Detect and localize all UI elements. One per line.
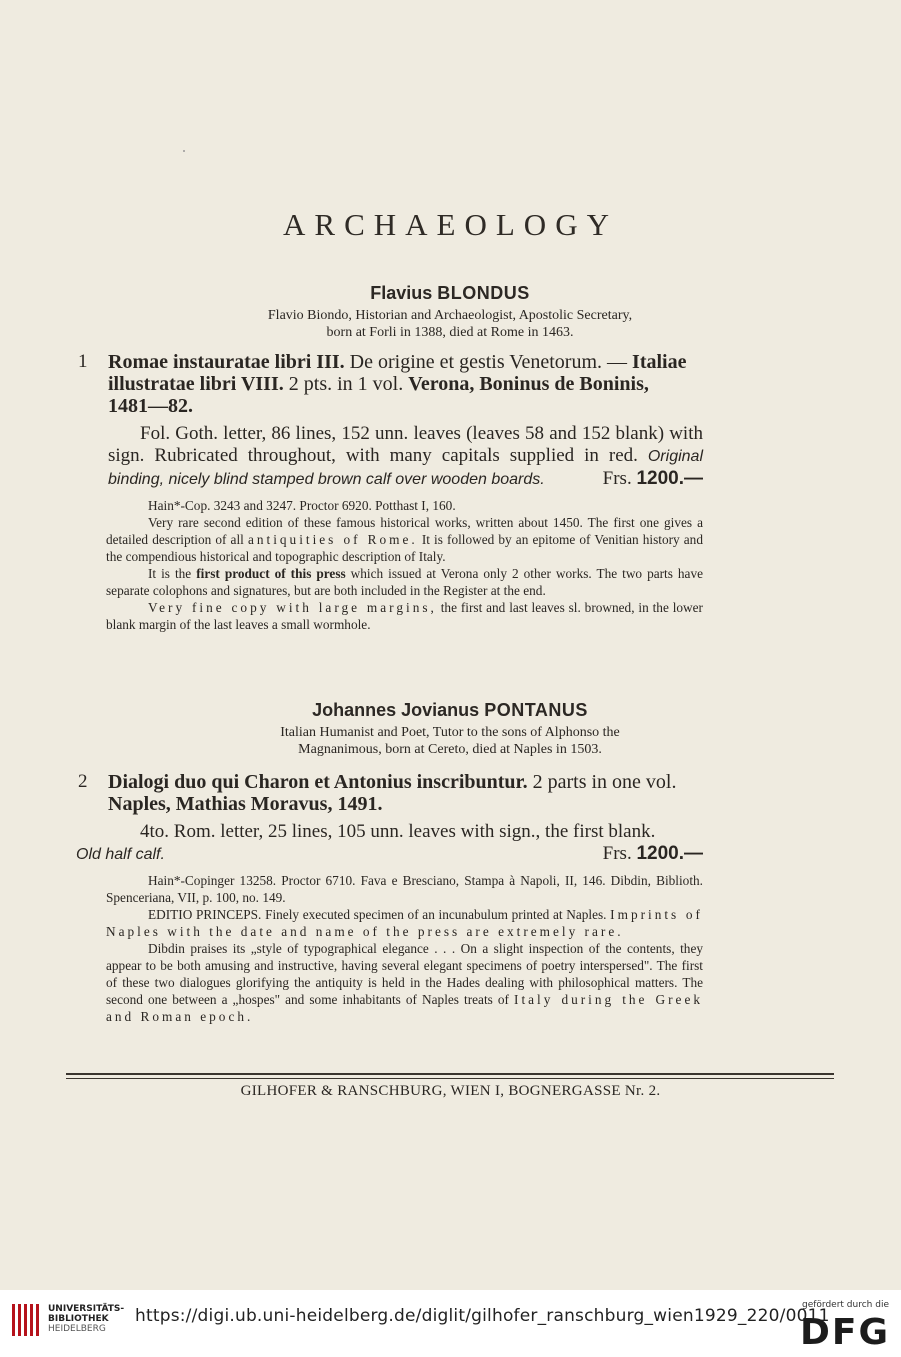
footer-rule xyxy=(66,1078,834,1079)
note-text: the first and last leaves sl. browned, in the lower blank margin of the last leaves a small wormhole. xyxy=(106,600,703,632)
author-bio-line: born at Forli in 1388, died at Rome in 1463. xyxy=(326,325,574,340)
author-last-name: PONTANUS xyxy=(484,700,588,720)
author-first-name: Johannes Jovianus xyxy=(312,700,480,720)
price-value: 1200.— xyxy=(636,468,703,489)
note-text: It is followed by an epitome of Venitian history and the compendious historical and topographic description of Italy. xyxy=(106,532,703,564)
university-library-logo[interactable] xyxy=(10,1300,42,1340)
funding-note: gefördert durch die xyxy=(802,1300,889,1310)
price xyxy=(571,468,703,490)
section-heading: ARCHAEOLOGY xyxy=(283,207,618,242)
note-paragraph xyxy=(106,565,703,599)
author-last-name: BLONDUS xyxy=(437,283,530,303)
publisher-footer: GILHOFER & RANSCHBURG, WIEN I, BOGNERGASSE Nr. 2. xyxy=(240,1083,661,1099)
title-part: 2 parts in one vol. xyxy=(527,771,677,793)
permalink-url[interactable]: https://digi.ub.uni-heidelberg.de/diglit/gilhofer_ranschburg_wien1929_220/0011 xyxy=(135,1306,830,1326)
entry-number: 1 xyxy=(78,351,88,372)
author-first-name: Flavius xyxy=(370,283,433,303)
author-bio xyxy=(100,724,800,758)
catalogue-entry-1 xyxy=(78,351,703,633)
author-name xyxy=(100,283,800,304)
price-value: 1200.— xyxy=(636,843,703,864)
collation: Fol. Goth. letter, 86 lines, 152 unn. leaves (leaves 58 and 152 blank) with sign. Rubricated throughout, with many capitals supplied in red. xyxy=(108,423,703,466)
entry-notes xyxy=(106,497,703,633)
note-spaced: Very fine copy with large margins, xyxy=(148,600,437,615)
binding: Original binding, nicely blind stamped brown calf over wooden boards. xyxy=(108,448,703,488)
title-part: De origine et gestis Venetorum. — xyxy=(344,351,633,373)
note-text: It is the xyxy=(148,566,197,581)
author-bio-line: Italian Humanist and Poet, Tutor to the sons of Alphonso the xyxy=(280,725,620,740)
title-part: Romae instauratae libri III. xyxy=(108,351,345,373)
entry-description xyxy=(76,821,703,866)
title-part: Dialogi duo qui Charon et Antonius inscribuntur. xyxy=(108,771,528,793)
note-bold: first product of this press xyxy=(196,566,346,581)
library-name-line: BIBLIOTHEK xyxy=(48,1314,109,1324)
entry-description xyxy=(108,423,703,491)
author-block-pontanus xyxy=(100,700,800,758)
footer-rule xyxy=(66,1073,834,1075)
binding: Old half calf. xyxy=(76,846,165,863)
library-name[interactable] xyxy=(48,1304,124,1334)
collation: 4to. Rom. letter, 25 lines, 105 unn. leaves with sign., the first blank. xyxy=(140,821,656,842)
author-bio xyxy=(100,307,800,341)
note-text: Very rare second edition of these famous historical works, written about 1450. The first one gives a detailed description of all xyxy=(106,515,703,547)
viewer-bar xyxy=(0,1290,901,1357)
dfg-logo[interactable]: DFG xyxy=(800,1312,891,1353)
note-spaced: antiquities of Rome. xyxy=(247,532,418,547)
library-name-line: HEIDELBERG xyxy=(48,1324,106,1334)
imprint-date: 1481—82. xyxy=(108,395,193,417)
price-label: Frs. xyxy=(602,843,637,864)
note-text: which issued at Verona only 2 other works. The two parts have separate colophons and signatures, but are both included in the Register at the end. xyxy=(106,566,703,598)
bibliography-ref: Hain*-Cop. 3243 and 3247. Proctor 6920. Potthast I, 160. xyxy=(148,498,456,513)
note-spaced: Imprints of Naples with the date and name of the press are extremely rare. xyxy=(106,907,703,939)
entry-notes xyxy=(106,872,703,1025)
note-paragraph xyxy=(106,599,703,633)
note-paragraph xyxy=(106,906,703,940)
author-bio-line: Flavio Biondo, Historian and Archaeologist, Apostolic Secretary, xyxy=(267,308,633,323)
title-part: Italiae illustratae libri VIII. xyxy=(108,351,687,395)
price xyxy=(571,843,703,865)
bibliography-ref: Hain*-Copinger 13258. Proctor 6710. Fava e Bresciano, Stampa à Napoli, II, 146. Dibdin, Biblioth. Spenceriana, VII, p. 100, no. 149. xyxy=(106,873,703,905)
note-text: EDITIO PRINCEPS. Finely executed specimen of an incunabulum printed at Naples. xyxy=(148,907,611,922)
title-part: 2 pts. in 1 vol. xyxy=(283,373,409,395)
library-name-line: UNIVERSITÄTS- xyxy=(48,1304,125,1314)
note-text: Dibdin praises its „style of typographical elegance . . . On a slight inspection of the contents, they appear to be both amusing and instructive, having several elegant specimens of poetry interspersed". The first of these two dialogues glorifying the antiquity is held in the Hades dealing with philosophical matters. The second one between a „hospes" and some inhabitants of Naples treats of xyxy=(106,941,703,1007)
page-speck xyxy=(183,150,185,152)
entry-number: 2 xyxy=(78,771,88,792)
price-label: Frs. xyxy=(602,468,637,489)
catalogue-entry-2 xyxy=(78,771,703,1025)
note-paragraph xyxy=(106,514,703,565)
imprint: Naples, Mathias Moravus, 1491. xyxy=(108,793,383,815)
entry-title xyxy=(108,351,703,417)
author-name xyxy=(100,700,800,721)
author-bio-line: Magnanimous, born at Cereto, died at Naples in 1503. xyxy=(298,742,602,757)
note-spaced: Italy during the Greek and Roman epoch. xyxy=(106,992,703,1024)
imprint: Verona, Boninus de Boninis, xyxy=(408,373,649,395)
author-block-blondus xyxy=(100,283,800,341)
note-paragraph xyxy=(106,940,703,1025)
entry-title xyxy=(108,771,703,815)
